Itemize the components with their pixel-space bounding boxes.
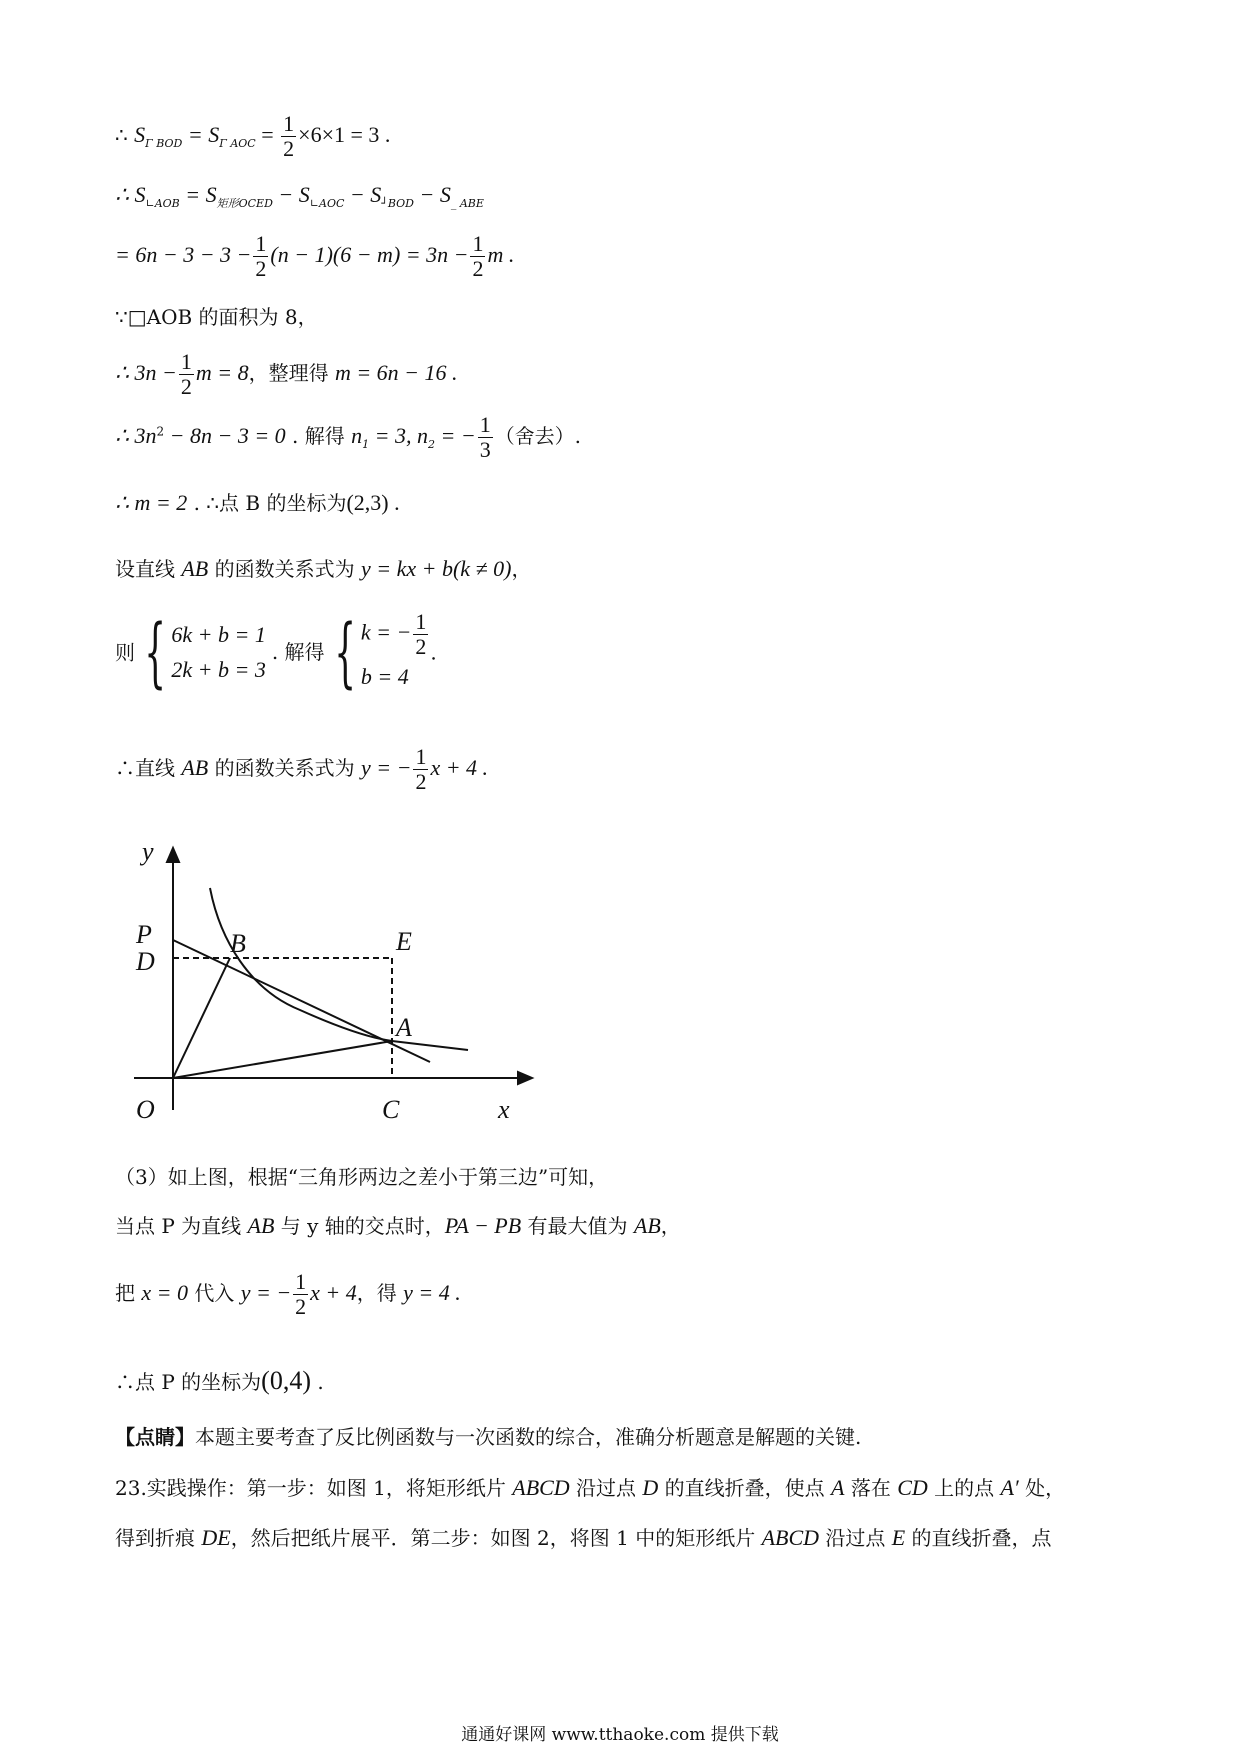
label-D: D (136, 947, 155, 976)
question-23-line-2: 得到折痕 DE，然后把纸片展平．第二步：如图 2，将图 1 中的矩形纸片 ABCD 沿过点 E 的直线折叠，点 (115, 1525, 1052, 1550)
left-brace: { (144, 607, 167, 697)
fraction: $\frac{1}{2}$ (180, 349, 192, 400)
solution-line-3: = 6n − 3 − 3 − $\frac{1}{2}$ (n − 1)(6 − m) = 3n − $\frac{1}{2}$ m . (115, 231, 515, 282)
fraction: $\frac{1}{2}$ (283, 111, 295, 162)
solution-line-8: 设直线 AB 的函数关系式为 y = kx + b(k ≠ 0)， (115, 556, 532, 581)
solution-line-9: 则 { 6k + b = 1 2k + b = 3 . 解得 { k = − $\frac{1}{2}$ b = 4 . (115, 607, 437, 697)
solution-line-6: ∴ $3n^2 - 8n - 3 = 0$ . 解得 $n_1 = 3$, $n_2$ = − $\frac{1}{3}$ （舍去）. (115, 412, 582, 463)
equation-system-1: 6k + b = 1 2k + b = 3 (171, 622, 266, 683)
fraction: $\frac{1}{2}$ (295, 1269, 307, 1320)
solution-line-15: 【点睛】本题主要考查了反比例函数与一次函数的综合，准确分析题意是解题的关键. (115, 1425, 862, 1449)
hyperbola-curve (210, 888, 392, 1041)
label-O: O (136, 1095, 155, 1124)
segment-OB (173, 958, 230, 1078)
fraction: $\frac{1}{2}$ (255, 231, 267, 282)
fraction: $\frac{1}{2}$ (415, 744, 427, 795)
label-B: B (230, 929, 246, 958)
label-A: A (396, 1013, 412, 1042)
solution-line-10: ∴直线 AB 的函数关系式为 y = − $\frac{1}{2}$ x + 4 . (115, 744, 489, 795)
solution-line-14: ∴点 P 的坐标为(0,4) . (115, 1366, 324, 1395)
solution-line-11: （3）如上图，根据“三角形两边之差小于第三边”可知， (115, 1165, 609, 1189)
solution-line-5: ∴ 3n − $\frac{1}{2}$ m = 8，整理得 m = 6n − 16 . (115, 349, 458, 400)
label-y: y (142, 840, 154, 866)
page-footer: 通通好课网 www.tthaoke.com 提供下载 (461, 1725, 779, 1745)
left-brace: { (333, 607, 356, 697)
solution-line-13: 把 x = 0 代入 y = − $\frac{1}{2}$ x + 4，得 y = 4 . (115, 1269, 461, 1320)
solution-line-1: ∴ $S_{\Gamma BOD} = S_{\Gamma AOC}$ = $\frac{1}{2}$ ×6×1 = 3 . (115, 111, 391, 162)
x-axis-arrow (518, 1072, 532, 1084)
solution-line-7: ∴ m = 2 . ∴点 B 的坐标为(2,3) . (115, 490, 400, 515)
coordinate-graph (120, 840, 540, 1130)
segment-OA (173, 1041, 392, 1078)
equation-system-2: k = − $\frac{1}{2}$ b = 4 (360, 609, 427, 690)
solution-line-12: 当点 P 为直线 AB 与 y 轴的交点时，PA − PB 有最大值为 AB， (115, 1213, 681, 1238)
fraction: $\frac{1}{2}$ (472, 231, 484, 282)
label-x: x (498, 1095, 510, 1124)
y-axis-arrow (167, 848, 179, 862)
question-23-line-1: 23.实践操作：第一步：如图 1，将矩形纸片 ABCD 沿过点 D 的直线折叠，使点 A 落在 CD 上的点 A′ 处， (115, 1475, 1066, 1500)
label-C: C (382, 1095, 400, 1124)
label-E: E (396, 927, 412, 956)
fraction: $\frac{1}{3}$ (479, 412, 491, 463)
label-P: P (136, 920, 152, 949)
solution-line-4: ∵□AOB 的面积为 8， (115, 305, 318, 329)
solution-line-2: ∴ $S_{∟AOB} = S_{矩形OCED} - S_{∟AOC} - S_{┘BOD} - S_{\_ ABE}$ (115, 182, 484, 210)
fraction: $\frac{1}{2}$ (415, 609, 427, 660)
